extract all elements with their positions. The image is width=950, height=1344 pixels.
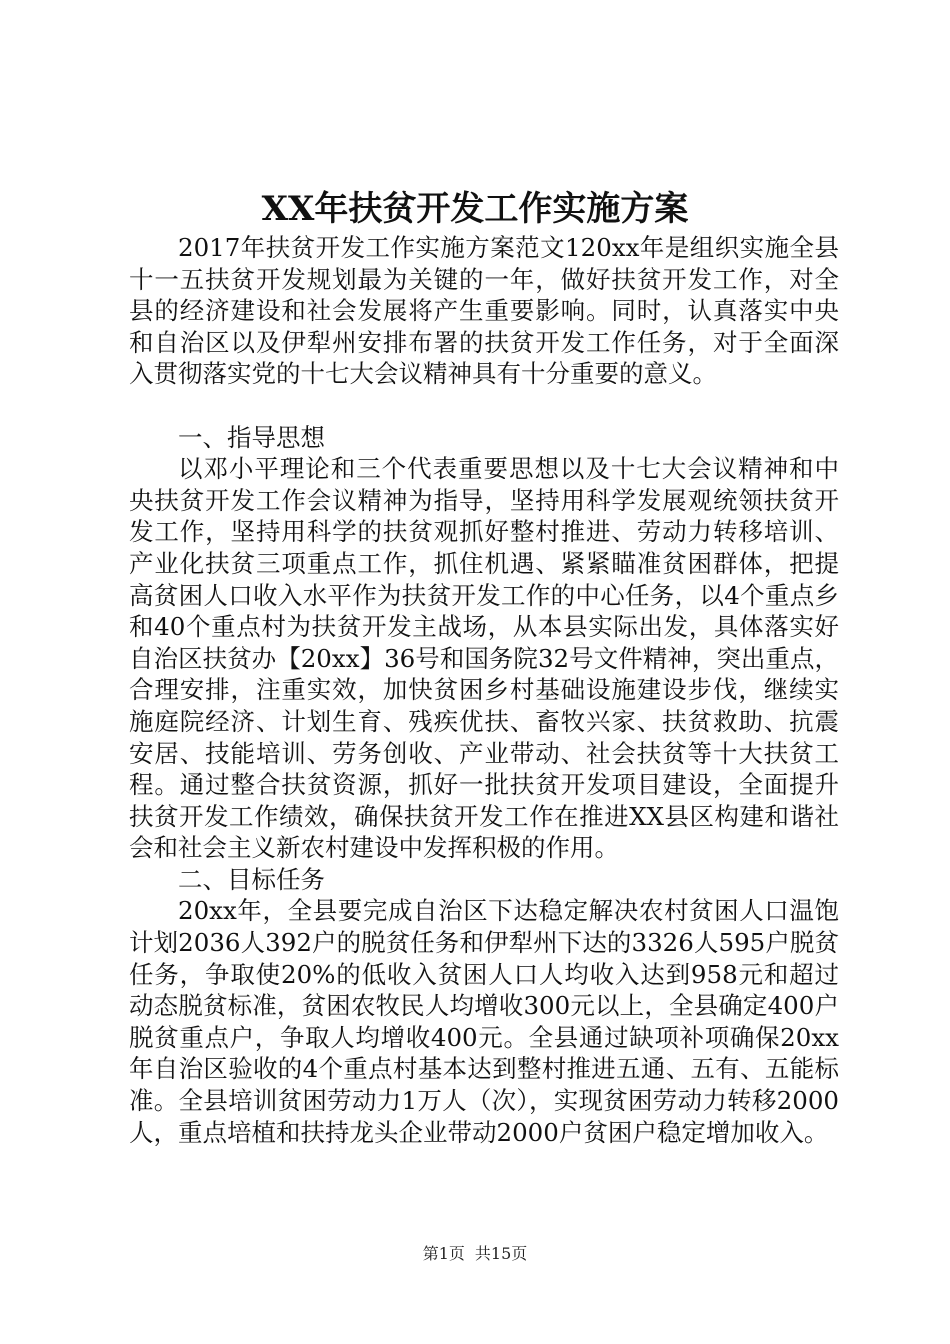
- section-heading-goals: 二、目标任务: [178, 864, 325, 894]
- document-title: XX年扶贫开发工作实施方案: [261, 189, 689, 229]
- page-footer: [0, 1243, 950, 1265]
- intro-paragraph: 2017年扶贫开发工作实施方案范文120xx年是组织实施全县十一五扶贫开发规划最为关键的一年，做好扶贫开发工作，对全县的经济建设和社会发展将产生重要影响。同时，认真落实中央和自治区以及伊犁州安排布署的扶贫开发工作任务，对于全面深入贯彻落实党的十七大会议精神具有十分重要的意义。: [129, 233, 839, 389]
- section-paragraph-goals: 20xx年，全县要完成自治区下达稳定解决农村贫困人口温饱计划2036人392户的脱贫任务和伊犁州下达的3326人595户脱贫任务，争取使20%的低收入贫困人口人均收入达到958元和超过动态脱贫标准，贫困农牧民人均增收300元以上，全县确定400户脱贫重点户，争取人均增收400元。全县通过缺项补项确保20xx年自治区验收的4个重点村基本达到整村推进五通、五有、五能标准。全县培训贫困劳动力1万人（次），实现贫困劳动力转移2000人，重点培植和扶持龙头企业带动2000户贫困户稳定增加收入。: [129, 896, 839, 1147]
- document-body: [129, 232, 839, 1148]
- section-heading-guiding-ideology: 一、指导思想: [178, 422, 325, 452]
- page-total: 共15页: [474, 1244, 528, 1263]
- section-paragraph-guiding-ideology: 以邓小平理论和三个代表重要思想以及十七大会议精神和中央扶贫开发工作会议精神为指导，坚持用科学发展观统领扶贫开发工作，坚持用科学的扶贫观抓好整村推进、劳动力转移培训、产业化扶贫三项重点工作，抓住机遇、紧紧瞄准贫困群体，把提高贫困人口收入水平作为扶贫开发工作的中心任务，以4个重点乡和40个重点村为扶贫开发主战场，从本县实际出发，具体落实好自治区扶贫办【20xx】36号和国务院32号文件精神，突出重点，合理安排，注重实效，加快贫困乡村基础设施建设步伐，继续实施庭院经济、计划生育、残疾优扶、畜牧兴家、扶贫救助、抗震安居、技能培训、劳务创收、产业带动、社会扶贫等十大扶贫工程。通过整合扶贫资源，抓好一批扶贫开发项目建设，全面提升扶贫开发工作绩效，确保扶贫开发工作在推进XX县区构建和谐社会和社会主义新农村建设中发挥积极的作用。: [129, 454, 839, 863]
- paragraph-spacer: [129, 390, 839, 422]
- page-number: 第1页: [422, 1244, 465, 1263]
